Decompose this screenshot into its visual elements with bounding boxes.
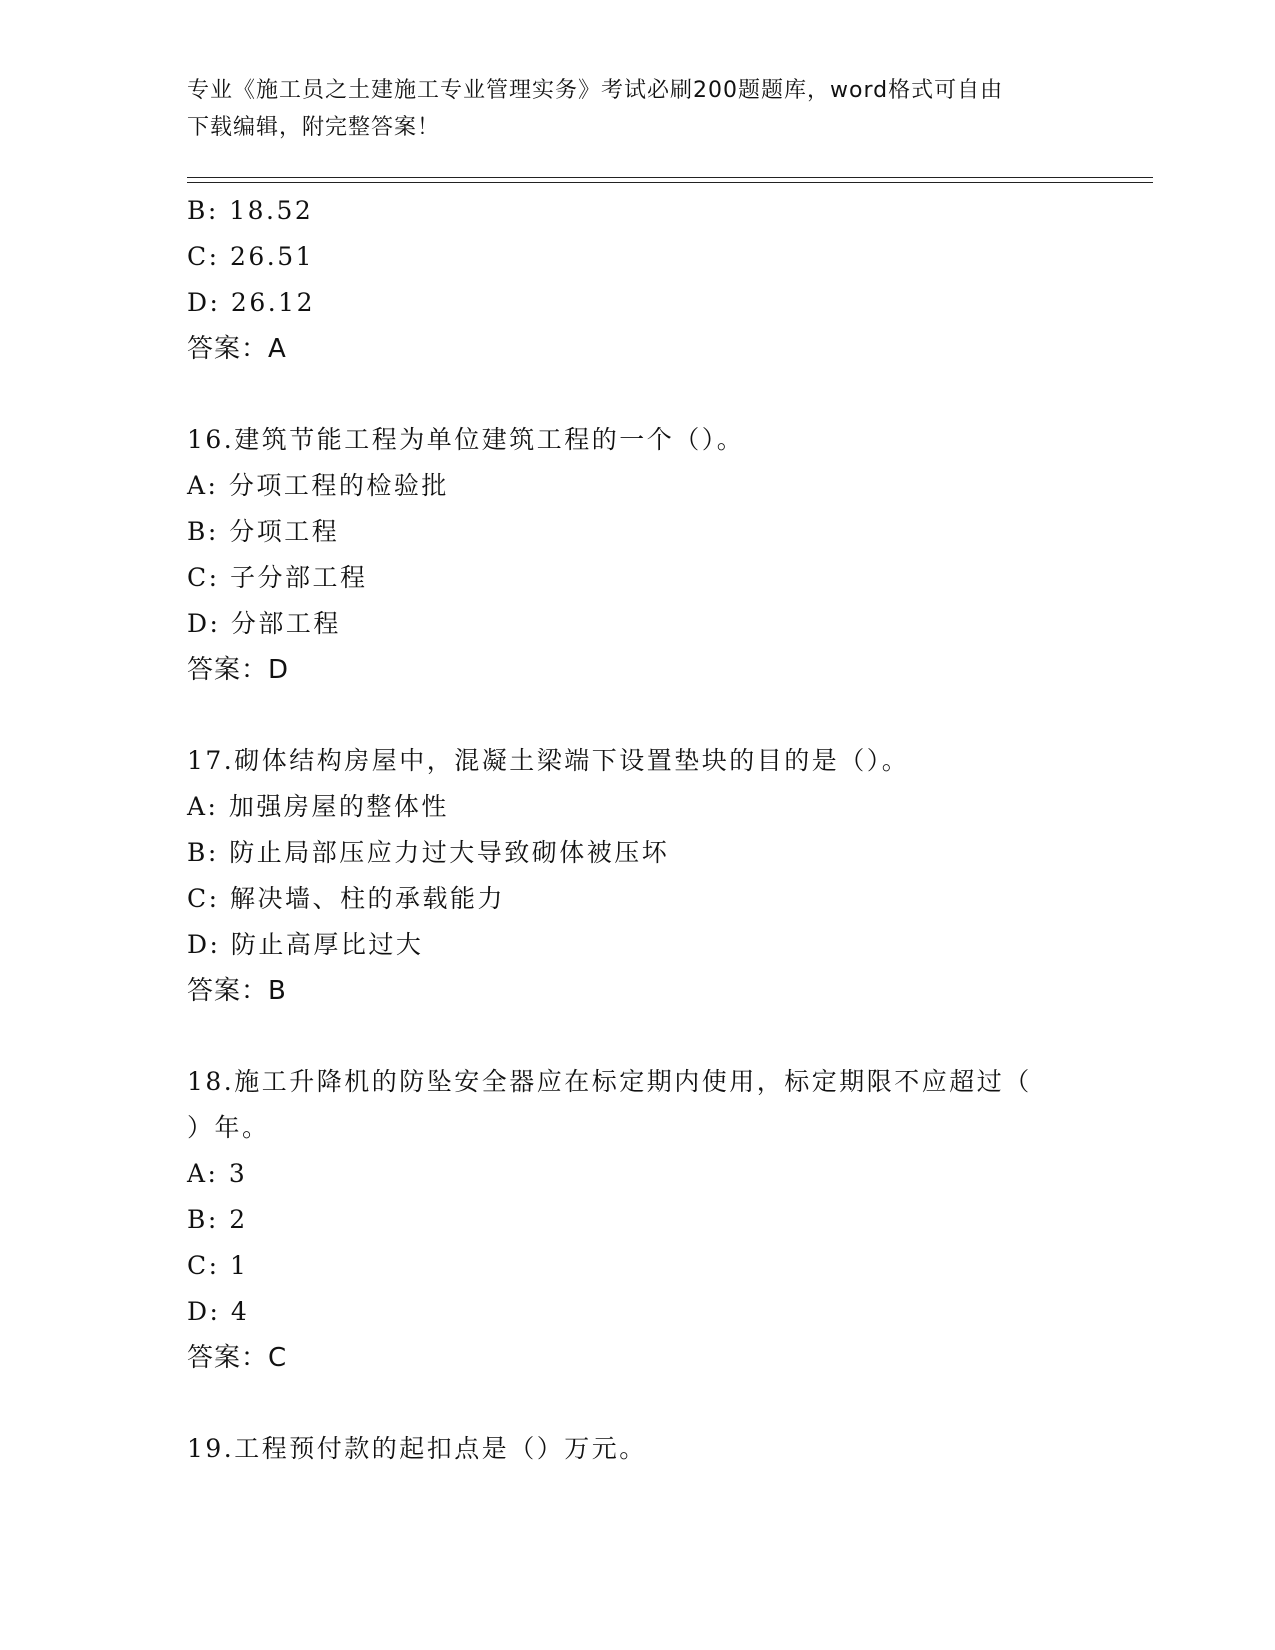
spacer	[187, 372, 1087, 417]
header-divider-bottom	[187, 182, 1153, 183]
option-c: C: 子分部工程	[187, 563, 368, 592]
option-a: A: 分项工程的检验批	[187, 471, 449, 500]
question-18	[187, 1059, 1087, 1381]
question-17	[187, 738, 1087, 1014]
header-line-1: 专业《施工员之土建施工专业管理实务》考试必刷200题题库，word格式可自由	[187, 78, 1004, 103]
answer-line: 答案：B	[187, 976, 287, 1006]
option-c: C: 1	[187, 1251, 249, 1280]
question-15-continued	[187, 188, 1087, 372]
spacer	[187, 693, 1087, 738]
option-d: D: 4	[187, 1297, 250, 1326]
spacer	[187, 1014, 1087, 1059]
option-c: C: 解决墙、柱的承载能力	[187, 884, 505, 913]
spacer	[187, 1381, 1087, 1426]
option-a: A: 加强房屋的整体性	[187, 792, 449, 821]
question-stem: 16.建筑节能工程为单位建筑工程的一个（）。	[187, 425, 745, 454]
option-d: D: 防止高厚比过大	[187, 930, 424, 959]
header-line-2: 下载编辑，附完整答案！	[187, 115, 441, 140]
question-stem-line-1: 18.施工升降机的防坠安全器应在标定期内使用，标定期限不应超过（	[187, 1067, 1032, 1096]
option-b: B: 18.52	[187, 196, 314, 225]
answer-line: 答案：C	[187, 1343, 288, 1373]
question-stem: 19.工程预付款的起扣点是（）万元。	[187, 1434, 647, 1463]
document-header	[187, 72, 1087, 146]
option-d: D: 26.12	[187, 288, 315, 317]
question-stem: 17.砌体结构房屋中，混凝土梁端下设置垫块的目的是（）。	[187, 746, 910, 775]
question-19	[187, 1426, 1087, 1472]
question-list	[187, 188, 1087, 1472]
option-d: D: 分部工程	[187, 609, 341, 638]
option-b: B: 防止局部压应力过大导致砌体被压坏	[187, 838, 670, 867]
question-stem-line-2: ）年。	[187, 1113, 270, 1142]
option-b: B: 分项工程	[187, 517, 340, 546]
answer-line: 答案：D	[187, 655, 290, 685]
header-divider-top	[187, 177, 1153, 178]
option-c: C: 26.51	[187, 242, 315, 271]
option-b: B: 2	[187, 1205, 248, 1234]
answer-line: 答案：A	[187, 334, 287, 364]
option-a: A: 3	[187, 1159, 248, 1188]
question-16	[187, 417, 1087, 693]
